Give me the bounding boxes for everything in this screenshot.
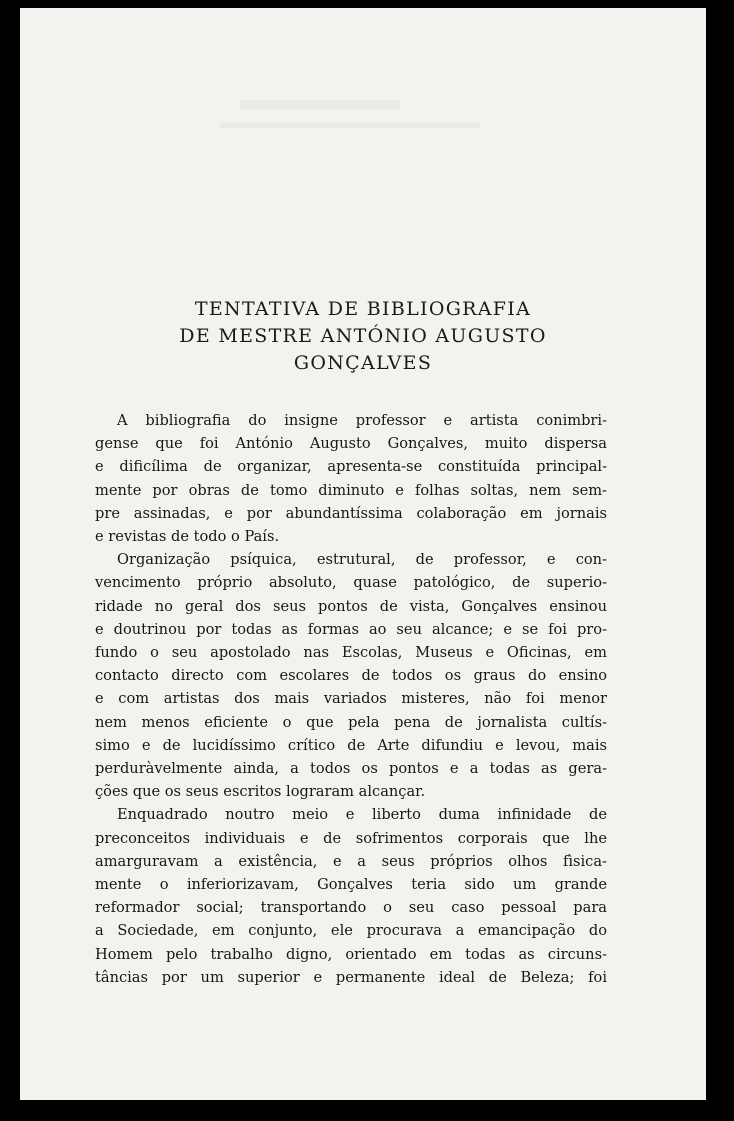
paragraph-1 — [95, 409, 607, 548]
text-line: e com artistas dos mais variados misteres, não foi menor — [95, 690, 607, 708]
text-line: preconceitos individuais e de sofrimentos corporais que lhe — [95, 829, 607, 847]
body-text — [95, 409, 607, 989]
page-title — [20, 296, 706, 377]
text-line: simo e de lucidíssimo crítico de Arte difundiu e levou, mais — [95, 736, 607, 754]
text-line: a Sociedade, em conjunto, ele procurava a emancipação do — [95, 922, 607, 940]
text-line: gense que foi António Augusto Gonçalves, muito dispersa — [95, 435, 607, 453]
text-line: pre assinadas, e por abundantíssima colaboração em jornais — [95, 504, 607, 522]
title-line: TENTATIVA DE BIBLIOGRAFIA — [194, 298, 532, 320]
text-line: fundo o seu apostolado nas Escolas, Museus e Oficinas, em — [95, 644, 607, 662]
text-line: tâncias por um superior e permanente ideal de Beleza; foi — [95, 968, 607, 986]
text-line: ções que os seus escritos lograram alcançar. — [95, 783, 426, 801]
text-line: A bibliografia do insigne professor e artista conimbri- — [117, 412, 607, 429]
title-line: DE MESTRE ANTÓNIO AUGUSTO — [179, 325, 547, 347]
paragraph-3 — [95, 803, 607, 989]
text-line: vencimento próprio absoluto, quase patológico, de superio- — [95, 574, 607, 592]
text-line: Enquadrado noutro meio e liberto duma infinidade de — [117, 806, 607, 824]
text-line: contacto directo com escolares de todos os graus do ensino — [95, 667, 607, 685]
text-line: ridade no geral dos seus pontos de vista, Gonçalves ensinou — [95, 597, 607, 615]
text-line: nem menos eficiente o que pela pena de jornalista cultís- — [95, 713, 607, 731]
text-line: e revistas de todo o País. — [95, 528, 280, 546]
text-line: perduràvelmente ainda, a todos os pontos e a todas as gera- — [95, 760, 607, 778]
bleed-through — [220, 96, 520, 136]
text-line: Homem pelo trabalho digno, orientado em todas as circuns- — [95, 945, 607, 963]
text-line: amarguravam a existência, e a seus próprios olhos fìsica- — [95, 852, 607, 870]
text-line: reformador social; transportando o seu caso pessoal para — [95, 899, 607, 917]
text-line: mente o inferiorizavam, Gonçalves teria sido um grande — [95, 876, 607, 894]
paragraph-2 — [95, 548, 607, 803]
title-line: GONÇALVES — [293, 352, 433, 374]
scanned-page — [20, 8, 706, 1100]
text-line: Organização psíquica, estrutural, de professor, e con- — [117, 551, 607, 569]
text-line: e doutrinou por todas as formas ao seu alcance; e se foi pro- — [95, 620, 607, 638]
text-line: mente por obras de tomo diminuto e folhas soltas, nem sem- — [95, 481, 607, 499]
text-line: e dificílima de organizar, apresenta-se constituída principal- — [95, 458, 607, 476]
